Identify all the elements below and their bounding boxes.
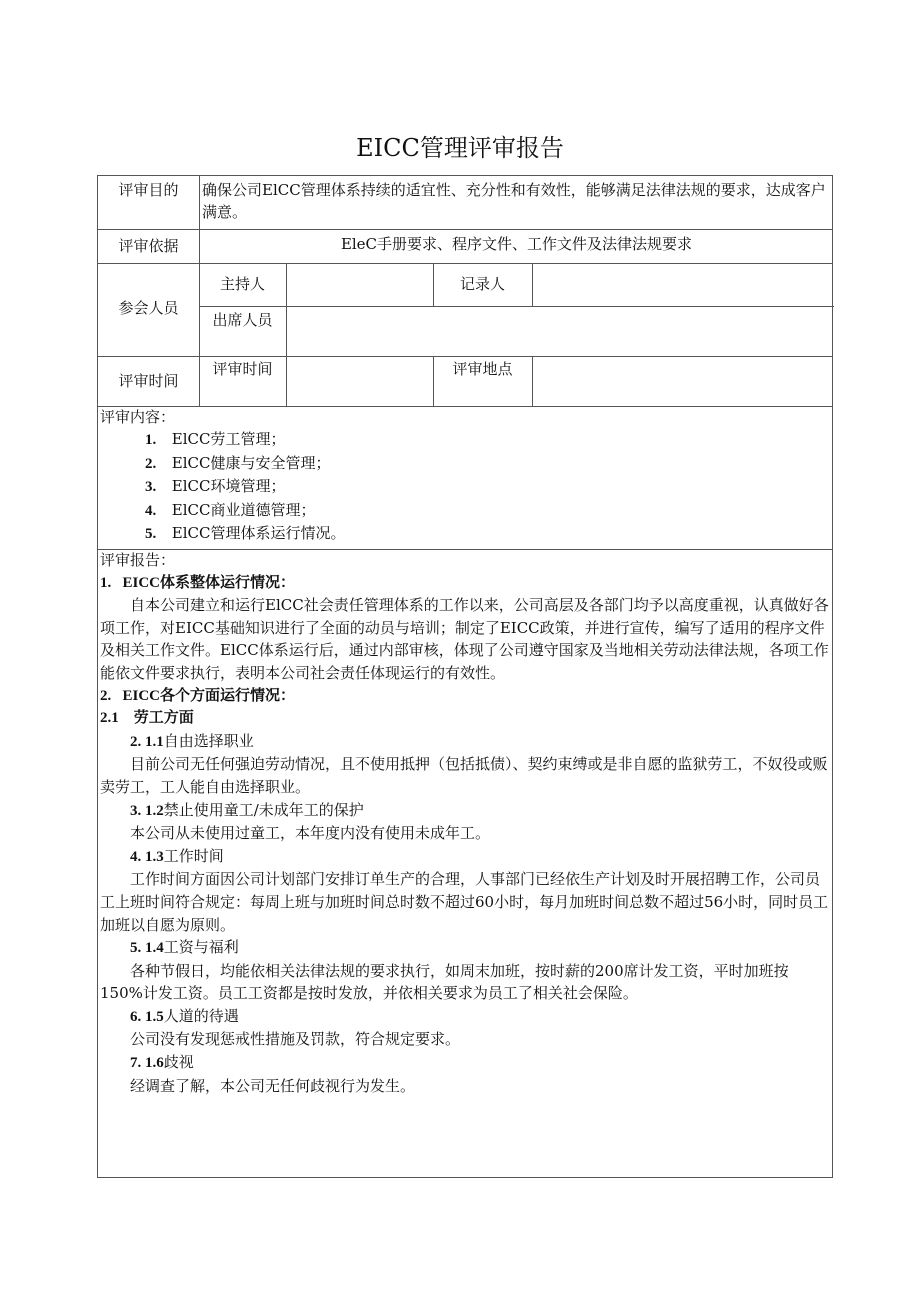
review-report: [100, 549, 830, 1097]
subsection-heading: 7. 1.6歧视: [130, 1053, 194, 1072]
review-content: [100, 406, 830, 546]
subsection-body: 本公司从未使用过童工，本年度内没有使用未成年工。: [130, 824, 491, 843]
list-item: 1. ElCC劳工管理；: [145, 430, 286, 448]
list-item: 3. ElCC环境管理；: [145, 477, 286, 495]
basis-label: 评审依据: [118, 237, 179, 255]
subsection-heading: 5. 1.4工资与福利: [130, 938, 239, 957]
list-item: 4. ElCC商业道德管理；: [145, 500, 316, 519]
subsection-body: 工作时间方面因公司计划部门安排订单生产的合理，人事部门已经依生产计划及时开展招聘工作，公司员工上班时间符合规定：每周上班与加班时间总时数不超过60小时，每月加班时间总数不超过56小时，同时员工加班以自愿为原则。: [100, 870, 829, 934]
subsection-heading: 2. 1.1自由选择职业: [130, 731, 254, 750]
section-2-1-heading: 2.1 劳工方面: [100, 710, 194, 727]
subsection-heading: 6. 1.5人道的待遇: [130, 1006, 239, 1025]
time-label: 评审时间: [212, 360, 273, 378]
section-1-heading: 1. EICC体系整体运行情况：: [100, 574, 296, 591]
present-label: 出席人员: [212, 311, 273, 329]
time-row-label: 评审时间: [118, 372, 179, 390]
subsection-heading: 3. 1.2禁止使用童工/未成年工的保护: [130, 800, 364, 819]
host-field[interactable]: [287, 264, 432, 306]
subsection-body: 公司没有发现惩戒性措施及罚款，符合规定要求。: [130, 1030, 461, 1049]
subsection-body: 目前公司无任何强迫劳动情况，且不使用抵押（包括抵债）、契约束缚或是非自愿的监狱劳工，不奴役或贩卖劳工，工人能自由选择职业。: [100, 755, 828, 796]
section-2-heading: 2. EICC各个方面运行情况：: [100, 687, 296, 704]
present-field[interactable]: [287, 307, 833, 356]
attendees-label: 参会人员: [118, 299, 179, 317]
subsection-body: 经调查了解，本公司无任何歧视行为发生。: [130, 1076, 416, 1095]
list-item: 5. ElCC管理体系运行情况。: [145, 524, 346, 542]
report-heading: 评审报告：: [100, 551, 176, 569]
section-1-body: 自本公司建立和运行ElCC社会责任管理体系的工作以来，公司高层及各部门均予以高度重视，认真做好各项工作，对EICC基础知识进行了全面的动员与培训；制定了EICC政策，并进行宣传，编写了适用的程序文件及相关工作文件。ElCC体系运行后，通过内部审核，体现了公司遵守国家及当地相关劳动法律法规，各项工作能依文件要求执行，表明本公司社会责任体现运行的有效性。: [100, 596, 829, 682]
subsection-body: 各种节假日，均能依相关法律法规的要求执行，如周末加班，按时薪的200席计发工资，平时加班按150%计发工资。员工工资都是按时发放，并依相关要求为员工了相关社会保险。: [100, 961, 789, 1003]
place-label: 评审地点: [452, 360, 513, 378]
time-field[interactable]: [287, 357, 432, 406]
basis-value: EleC手册要求、程序文件、工作文件及法律法规要求: [340, 235, 693, 253]
page-title: EICC管理评审报告: [356, 134, 564, 162]
subsection-heading: 4. 1.3工作时间: [130, 846, 224, 865]
review-table: [97, 175, 833, 1178]
list-item: 2. ElCC健康与安全管理；: [145, 453, 331, 472]
content-heading: 评审内容：: [100, 408, 176, 426]
host-label: 主持人: [219, 275, 265, 293]
purpose-value: 确保公司ElCC管理体系持续的适宜性、充分性和有效性，能够满足法律法规的要求，达成客户满意。: [202, 181, 826, 221]
place-field[interactable]: [533, 357, 833, 406]
recorder-label: 记录人: [459, 275, 505, 293]
divider: [98, 229, 832, 230]
recorder-field[interactable]: [533, 264, 833, 306]
purpose-label: 评审目的: [118, 181, 179, 199]
